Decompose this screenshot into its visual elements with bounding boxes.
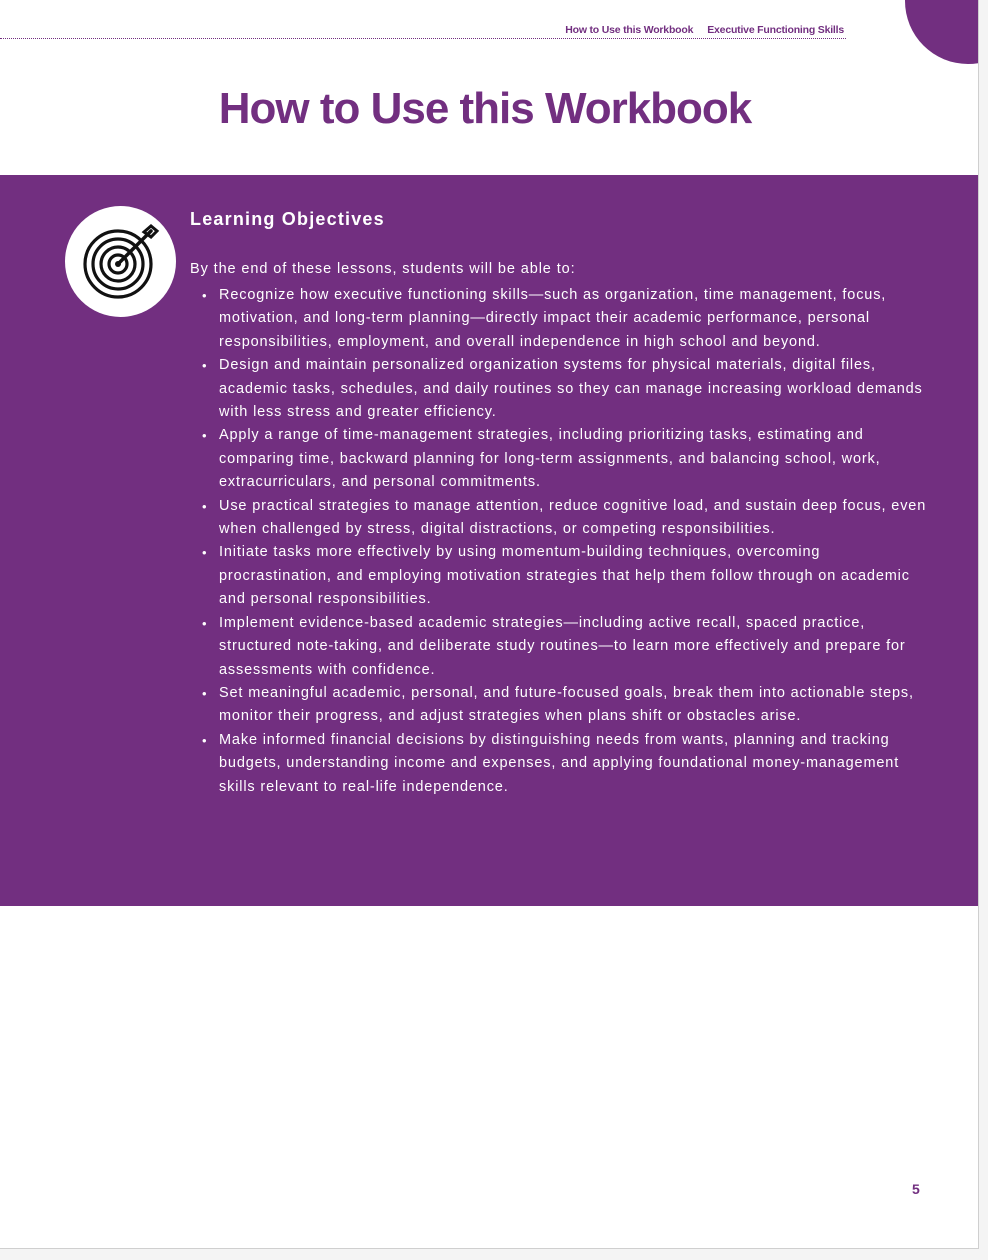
- running-header: [0, 24, 846, 39]
- objectives-list: [219, 284, 935, 799]
- running-header-text: [565, 24, 844, 36]
- objective-item: • Recognize how executive functioning skills—such as organization, time management, focus, motivation, and long-term planning—directly impact their academic performance, personal responsibilities, employment, and overall independence in high school and beyond.: [219, 284, 935, 354]
- running-header-section: How to Use this Workbook: [565, 24, 694, 36]
- objective-item: • Design and maintain personalized organization systems for physical materials, digital files, academic tasks, schedules, and daily routines so they can manage increasing workload demands with less stress and greater efficiency.: [219, 354, 935, 424]
- page-title: How to Use this Workbook: [218, 84, 752, 133]
- objectives-intro: By the end of these lessons, students will be able to:: [190, 261, 576, 277]
- objectives-heading: Learning Objectives: [190, 209, 385, 229]
- objective-item: • Implement evidence-based academic strategies—including active recall, spaced practice, structured note-taking, and deliberate study routines—to learn more effectively and prepare for assessments with confidence.: [219, 612, 935, 682]
- target-icon-badge: [65, 206, 176, 317]
- objective-item: • Apply a range of time-management strategies, including prioritizing tasks, estimating and comparing time, backward planning for long-term assignments, and balancing school, work, extracurriculars, and personal commitments.: [219, 424, 935, 494]
- objective-item: • Set meaningful academic, personal, and future-focused goals, break them into actionable steps, monitor their progress, and adjust strategies when plans shift or obstacles arise.: [219, 682, 935, 729]
- corner-decoration: [905, 0, 979, 64]
- target-icon: [65, 206, 176, 317]
- running-header-book: Executive Functioning Skills: [707, 24, 844, 36]
- objective-item: • Use practical strategies to manage attention, reduce cognitive load, and sustain deep focus, even when challenged by stress, digital distractions, or competing responsibilities.: [219, 495, 935, 542]
- objective-item: • Initiate tasks more effectively by using momentum-building techniques, overcoming procrastination, and employing motivation strategies that help them follow through on academic and personal responsibilities.: [219, 541, 935, 611]
- learning-objectives-panel: [0, 175, 978, 906]
- page-number: 5: [912, 1181, 920, 1197]
- objective-item: • Make informed financial decisions by distinguishing needs from wants, planning and tracking budgets, understanding income and expenses, and applying foundational money-management skills relevant to real-life independence.: [219, 729, 935, 799]
